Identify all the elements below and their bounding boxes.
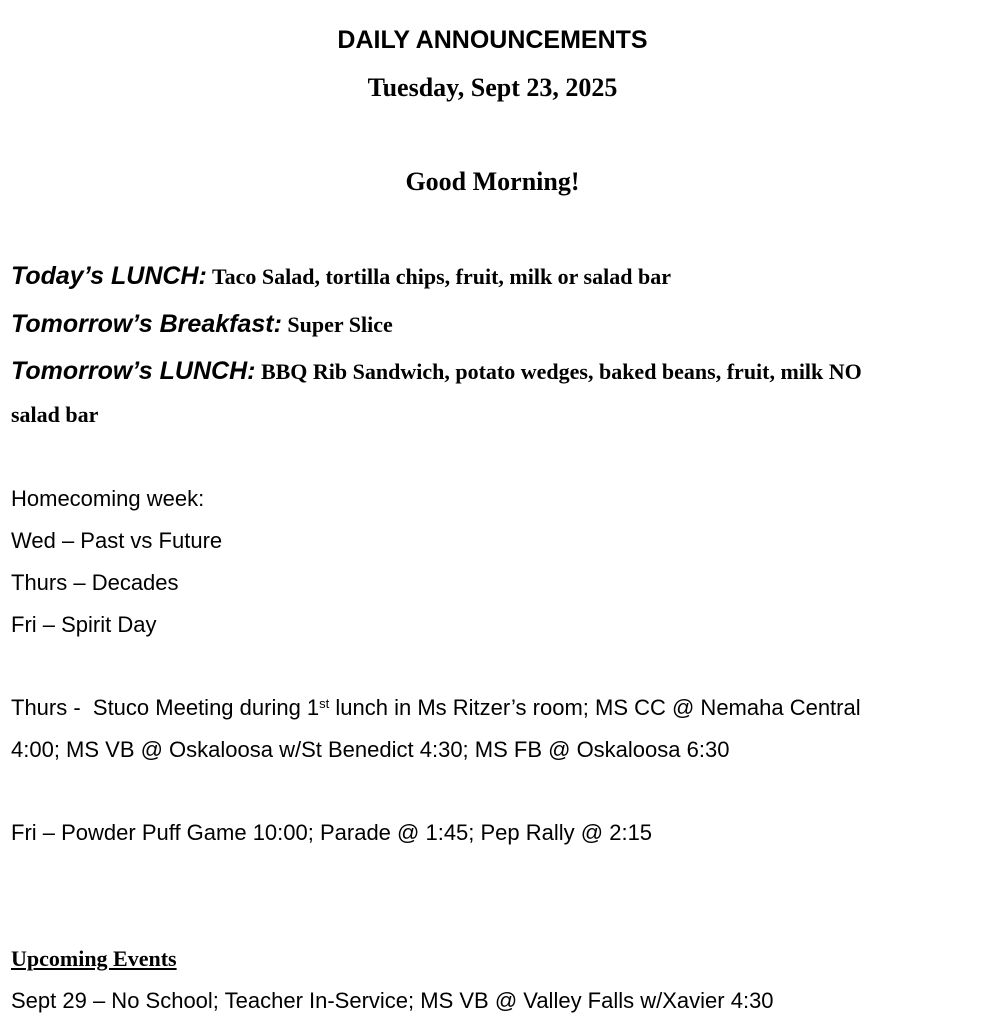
announcement-date: Tuesday, Sept 23, 2025 (367, 73, 618, 102)
today-lunch-text: Taco Salad, tortilla chips, fruit, milk or salad bar (206, 264, 671, 289)
friday-events: Fri – Powder Puff Game 10:00; Parade @ 1:45; Pep Rally @ 2:15 (11, 820, 653, 845)
homecoming-day-fri: Fri – Spirit Day (11, 612, 157, 637)
tomorrow-breakfast-text: Super Slice (281, 312, 393, 337)
tomorrow-breakfast-label: Tomorrow’s Breakfast: (11, 310, 282, 338)
tomorrow-lunch-line (11, 353, 971, 393)
thursday-events-rest: lunch in Ms Ritzer’s room; MS CC @ Nemaha Central (329, 695, 861, 720)
tomorrow-breakfast-line (11, 306, 971, 346)
tomorrow-lunch-continued: salad bar (11, 402, 99, 427)
homecoming-day-wed: Wed – Past vs Future (11, 528, 223, 553)
homecoming-day-thurs: Thurs – Decades (11, 570, 179, 595)
upcoming-events-heading: Upcoming Events (11, 946, 177, 971)
today-lunch-label: Today’s LUNCH: (11, 262, 207, 290)
upcoming-event-item: Sept 29 – No School; Teacher In-Service; MS VB @ Valley Falls w/Xavier 4:30 (11, 988, 774, 1013)
ordinal-suffix: st (319, 696, 330, 711)
homecoming-heading: Homecoming week: (11, 486, 205, 511)
today-lunch-line (11, 258, 971, 298)
tomorrow-lunch-label: Tomorrow’s LUNCH: (11, 357, 256, 385)
thursday-events-prefix: Thurs - Stuco Meeting during 1 (11, 695, 320, 720)
thursday-events-line-1 (11, 693, 971, 723)
tomorrow-lunch-text: BBQ Rib Sandwich, potato wedges, baked beans, fruit, milk NO (255, 359, 862, 384)
page-title: DAILY ANNOUNCEMENTS (337, 26, 648, 54)
thursday-events-line-2: 4:00; MS VB @ Oskaloosa w/St Benedict 4:30; MS FB @ Oskaloosa 6:30 (11, 737, 730, 762)
greeting: Good Morning! (405, 167, 580, 196)
